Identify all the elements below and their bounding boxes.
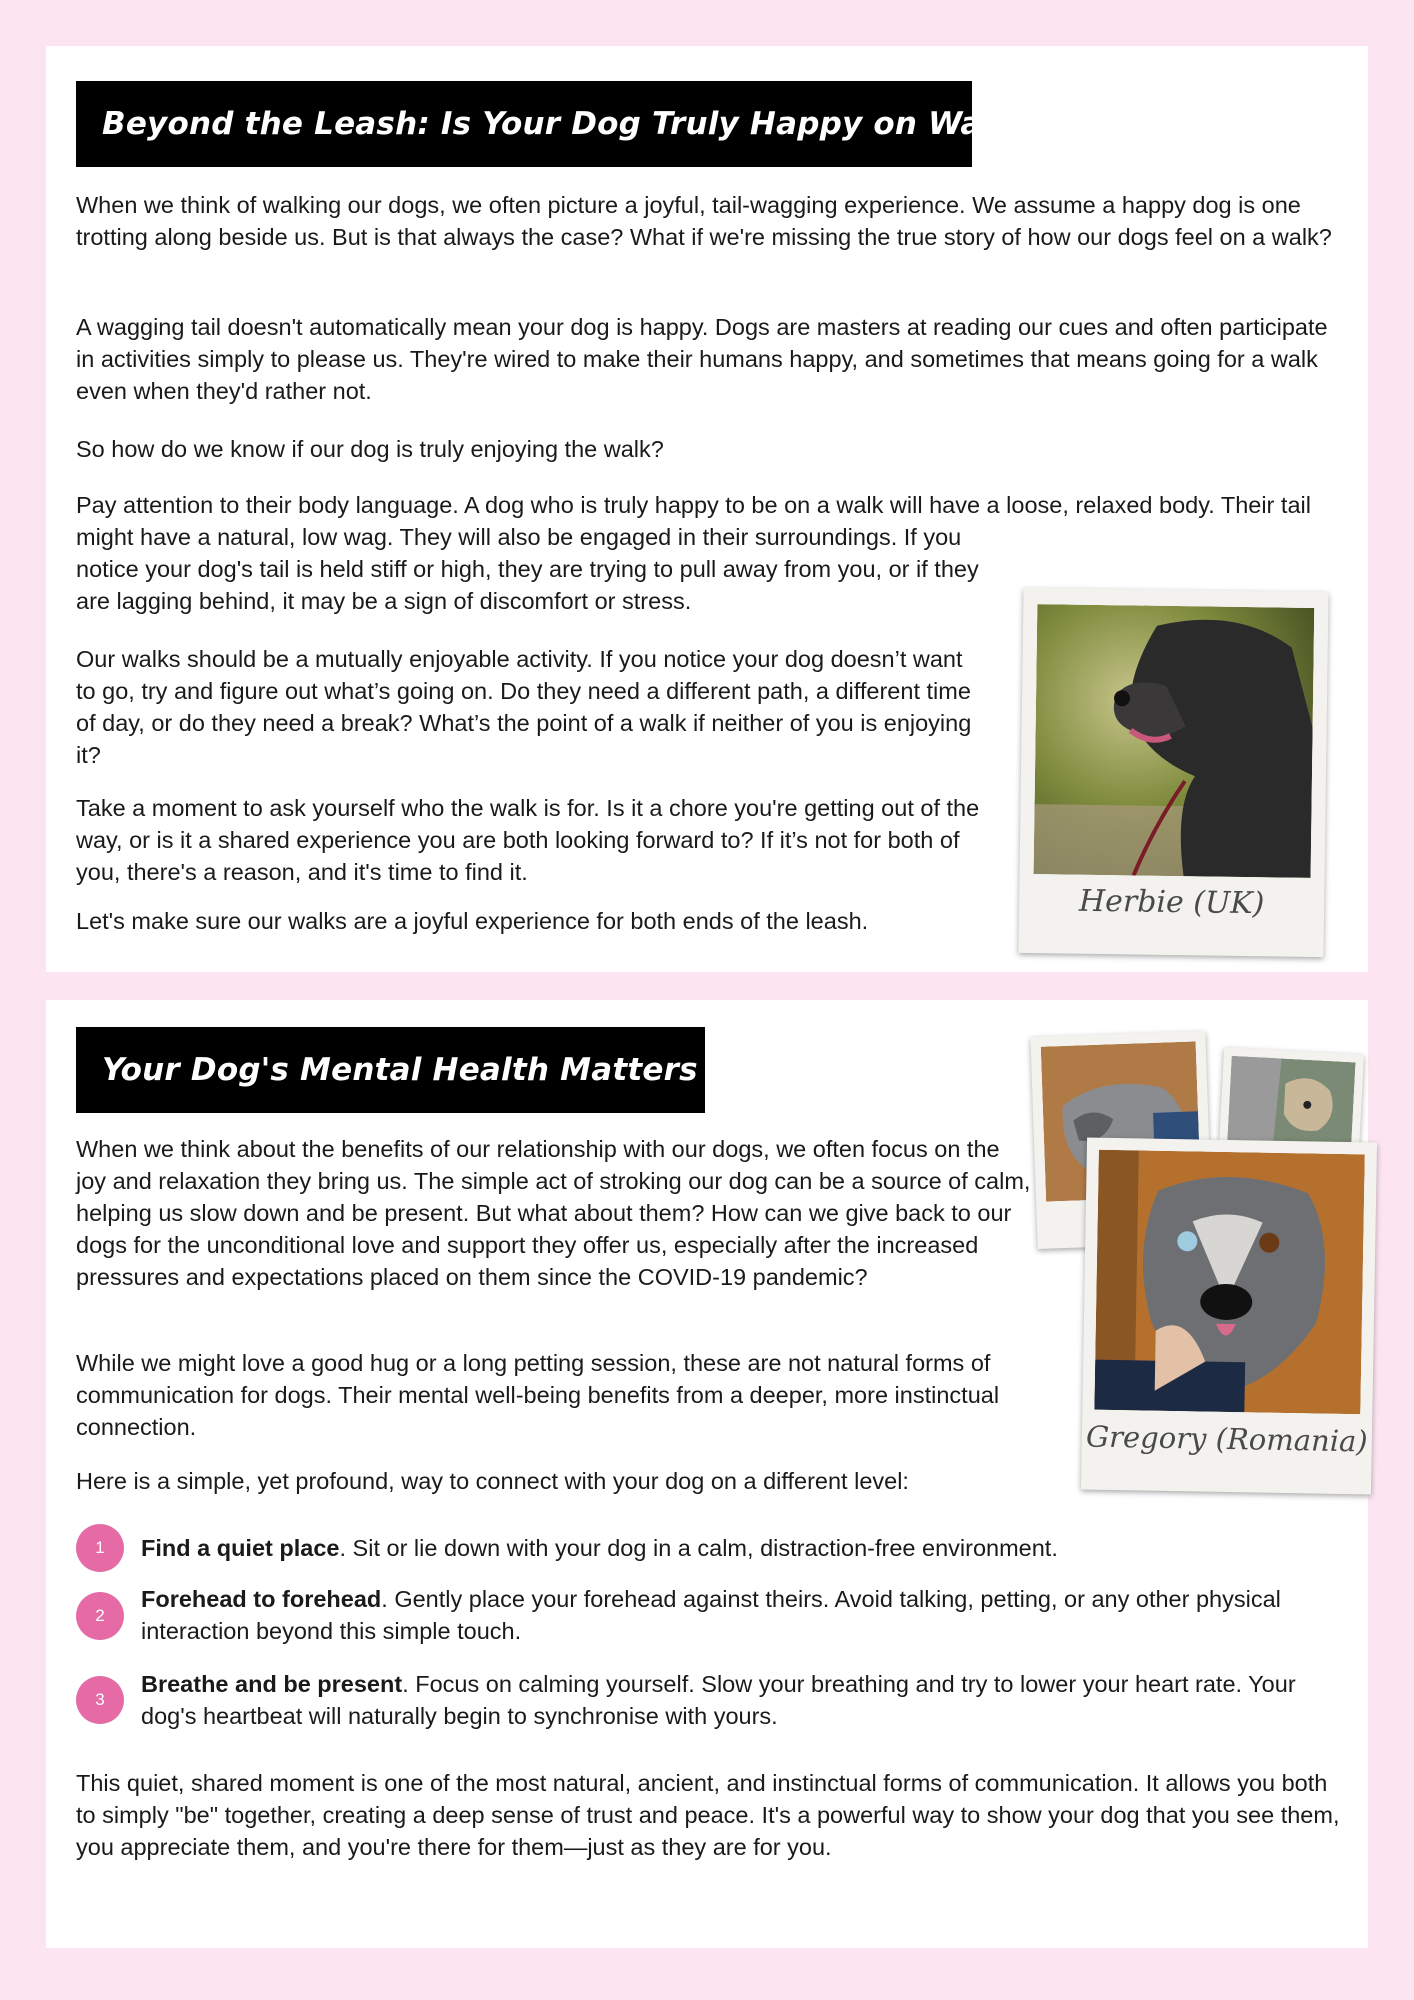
- article-card-walks: [46, 46, 1368, 972]
- paragraph: Let's make sure our walks are a joyful experience for both ends of the leash.: [76, 908, 869, 934]
- step-text: . Focus on calming yourself. Slow your breathing and try to lower your heart rate. Your dog's heartbeat will naturally begin to synchronise with yours.: [141, 1671, 1296, 1729]
- paragraph: When we think of walking our dogs, we often picture a joyful, tail-wagging experience. We assume a happy dog is one trotting along beside us. But is that always the case? What if we're missing the true story of how our dogs feel on a walk?: [76, 192, 1332, 250]
- paragraph: So how do we know if our dog is truly enjoying the walk?: [76, 436, 664, 462]
- step-number-badge: 1: [76, 1524, 124, 1572]
- step-heading: Forehead to forehead: [141, 1586, 382, 1612]
- section-title-walks: Beyond the Leash: Is Your Dog Truly Happy on Walks?: [76, 81, 972, 167]
- step-number-badge: 3: [76, 1676, 124, 1724]
- paragraph: Here is a simple, yet profound, way to connect with your dog on a different level:: [76, 1468, 909, 1494]
- step-text: . Sit or lie down with your dog in a calm, distraction-free environment.: [339, 1535, 1058, 1561]
- photo-herbie: [1018, 588, 1328, 957]
- step-item: [141, 1532, 1341, 1564]
- photo-caption: Gregory (Romania): [1085, 1419, 1368, 1459]
- photo-caption: Herbie (UK): [1078, 883, 1265, 922]
- step-number-badge: 2: [76, 1592, 124, 1640]
- step-heading: Breathe and be present: [141, 1671, 403, 1697]
- article-card-mental-health: [46, 1000, 1368, 1948]
- dog-photo-image: [1094, 1150, 1364, 1415]
- paragraph: While we might love a good hug or a long petting session, these are not natural forms of communication for dogs. Their mental well-being benefits from a deeper, more instinctual connection.: [76, 1350, 1000, 1440]
- step-heading: Find a quiet place: [141, 1535, 340, 1561]
- step-item: [141, 1583, 1341, 1647]
- photo-gregory: [1081, 1137, 1377, 1494]
- closing-paragraph: This quiet, shared moment is one of the most natural, ancient, and instinctual forms of communication. It allows you both to simply "be" together, creating a deep sense of trust and peace. It's a powerful way to show your dog that you see them, you appreciate them, and you're there for them—just as they are for you.: [76, 1770, 1340, 1860]
- paragraph: notice your dog's tail is held stiff or high, they are trying to pull away from you, or if they are lagging behind, it may be a sign of discomfort or stress.: [76, 556, 979, 614]
- paragraph: When we think about the benefits of our relationship with our dogs, we often focus on the joy and relaxation they bring us. The simple act of stroking our dog can be a source of calm, helping us slow down and be present. But what about them? How can we give back to our dogs for the unconditional love and support they offer us, especially after the increased pressures and expectations placed on them since the COVID-19 pandemic?: [76, 1136, 1031, 1290]
- paragraph: Our walks should be a mutually enjoyable activity. If you notice your dog doesn’t want to go, try and figure out what’s going on. Do they need a different path, a different time of day, or do they need a break? What’s the point of a walk if neither of you is enjoying it?: [76, 646, 972, 768]
- paragraph: A wagging tail doesn't automatically mean your dog is happy. Dogs are masters at reading our cues and often participate in activities simply to please us. They're wired to make their humans happy, and sometimes that means going for a walk even when they'd rather not.: [76, 314, 1328, 404]
- dog-photo-image: [1034, 604, 1315, 878]
- paragraph: Pay attention to their body language. A dog who is truly happy to be on a walk will have a loose, relaxed body. Their tail might have a natural, low wag. They will also be engaged in their surroundings. If you: [76, 492, 1311, 550]
- step-item: [141, 1668, 1341, 1732]
- section-title-mental-health: Your Dog's Mental Health Matters Too: [76, 1027, 705, 1113]
- step-text: . Gently place your forehead against theirs. Avoid talking, petting, or any other physical interaction beyond this simple touch.: [141, 1586, 1281, 1644]
- paragraph: Take a moment to ask yourself who the walk is for. Is it a chore you're getting out of the way, or is it a shared experience you are both looking forward to? If it’s not for both of you, there's a reason, and it's time to find it.: [76, 795, 980, 885]
